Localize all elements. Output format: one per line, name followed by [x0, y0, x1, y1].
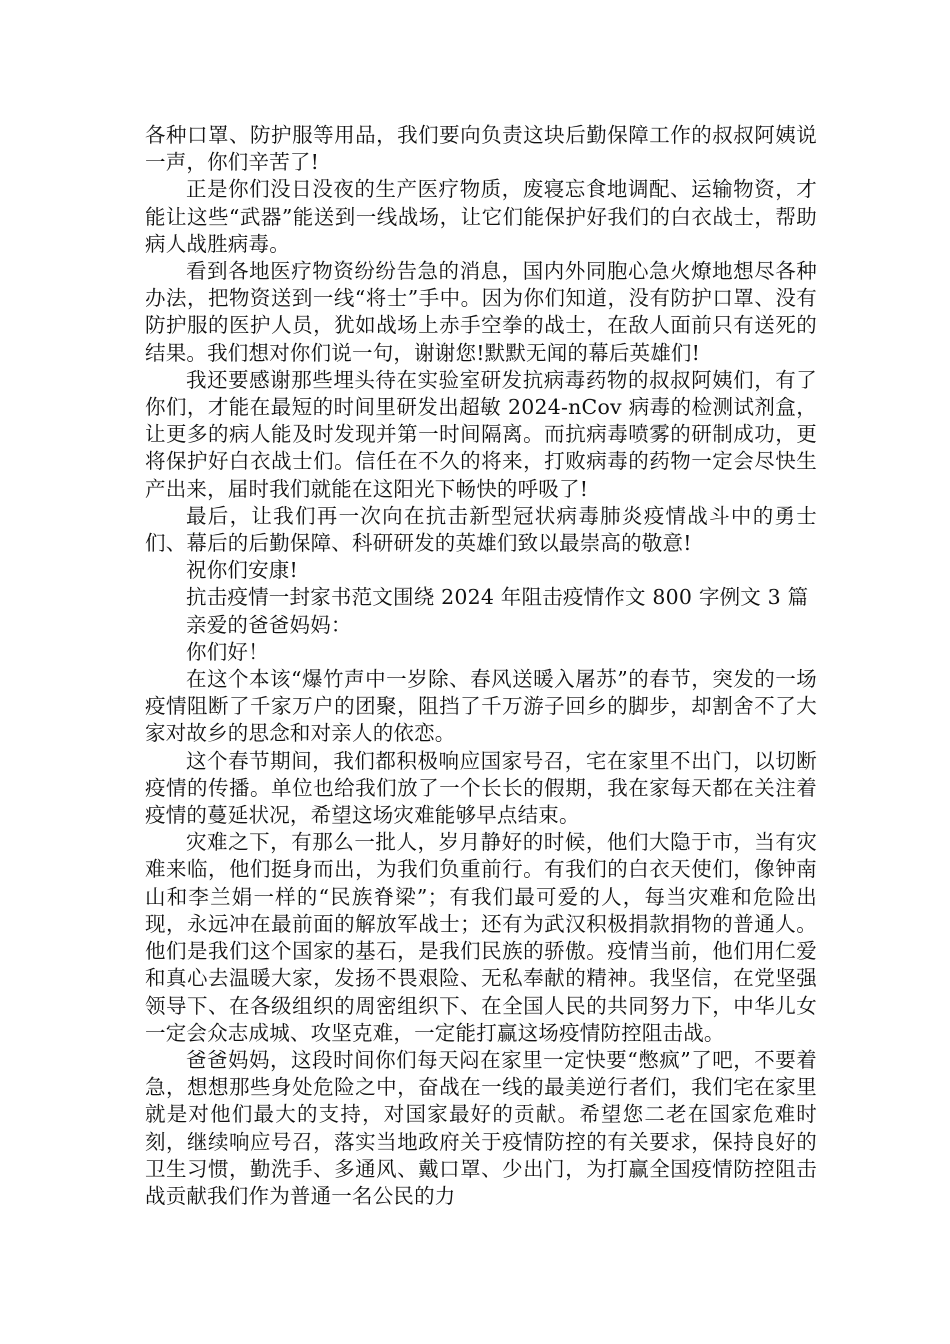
- section-title: 抗击疫情一封家书范文围绕 2024 年阻击疫情作文 800 字例文 3 篇: [186, 585, 809, 610]
- paragraph-11: 这个春节期间，我们都积极响应国家号召，宅在家里不出门，以切断疫情的传播。单位也给我们放了一个长长的假期，我在家每天都在关注着疫情的蔓延状况，希望这场灾难能够早点结束。: [145, 748, 817, 828]
- paragraph-2: 正是你们没日没夜的生产医疗物质，废寝忘食地调配、运输物资，才能让这些“武器”能送到一线战场，让它们能保护好我们的白衣战士，帮助病人战胜病毒。: [145, 177, 817, 256]
- paragraph-5: 最后，让我们再一次向在抗击新型冠状病毒肺炎疫情战斗中的勇士们、幕后的后勤保障、科研研发的英雄们致以最崇高的敬意!: [145, 503, 817, 556]
- paragraph-3: 看到各地医疗物资纷纷告急的消息，国内外同胞心急火燎地想尽各种办法，把物资送到一线“将士”手中。因为你们知道，没有防护口罩、没有防护服的医护人员，犹如战场上赤手空拳的战士，在敌人面前只有送死的结果。我们想对你们说一句，谢谢您!默默无闻的幕后英雄们!: [145, 259, 817, 365]
- letter-salutation: 亲爱的爸爸妈妈：: [186, 612, 352, 637]
- paragraph-4: 我还要感谢那些埋头待在实验室研发抗病毒药物的叔叔阿姨们，有了你们，才能在最短的时间里研发出超敏 2024-nCov 病毒的检测试剂盒，让更多的病人能及时发现并第一时间隔离。而抗病毒喷雾的研制成功，更将保护好白衣战士们。信任在不久的将来，打败病毒的药物一定会尽快生产出来，届时我们就能在这阳光下畅快的呼吸了!: [145, 367, 817, 501]
- paragraph-1: 各种口罩、防护服等用品，我们要向负责这块后勤保障工作的叔叔阿姨说一声，你们辛苦了!: [145, 123, 817, 175]
- document-page: [145, 122, 817, 1210]
- paragraph-10: 在这个本该“爆竹声中一岁除、春风送暖入屠苏”的春节，突发的一场疫情阻断了千家万户的团聚，阻挡了千万游子回乡的脚步，却割舍不了大家对故乡的思念和对亲人的依恋。: [145, 667, 817, 746]
- closing-wish: 祝你们安康!: [186, 558, 298, 583]
- letter-greeting: 你们好！: [186, 639, 269, 664]
- paragraph-12: 灾难之下，有那么一批人，岁月静好的时候，他们大隐于市，当有灾难来临，他们挺身而出，为我们负重前行。有我们的白衣天使们，像钟南山和李兰娟一样的“民族脊梁”；有我们最可爱的人，每当灾难和危险出现，永远冲在最前面的解放军战士；还有为武汉积极捐款捐物的普通人。他们是我们这个国家的基石，是我们民族的骄傲。疫情当前，他们用仁爱和真心去温暖大家，发扬不畏艰险、无私奉献的精神。我坚信，在党坚强领导下、在各级组织的周密组织下、在全国人民的共同努力下，中华儿女一定会众志成城、攻坚克难，一定能打赢这场疫情防控阻击战。: [145, 830, 817, 1045]
- paragraph-13: 爸爸妈妈，这段时间你们每天闷在家里一定快要“憋疯”了吧，不要着急，想想那些身处危险之中，奋战在一线的最美逆行者们，我们宅在家里就是对他们最大的支持，对国家最好的贡献。希望您二老在国家危难时刻，继续响应号召，落实当地政府关于疫情防控的有关要求，保持良好的卫生习惯，勤洗手、多通风、戴口罩、少出门，为打赢全国疫情防控阻击战贡献我们作为普通一名公民的力: [145, 1047, 817, 1208]
